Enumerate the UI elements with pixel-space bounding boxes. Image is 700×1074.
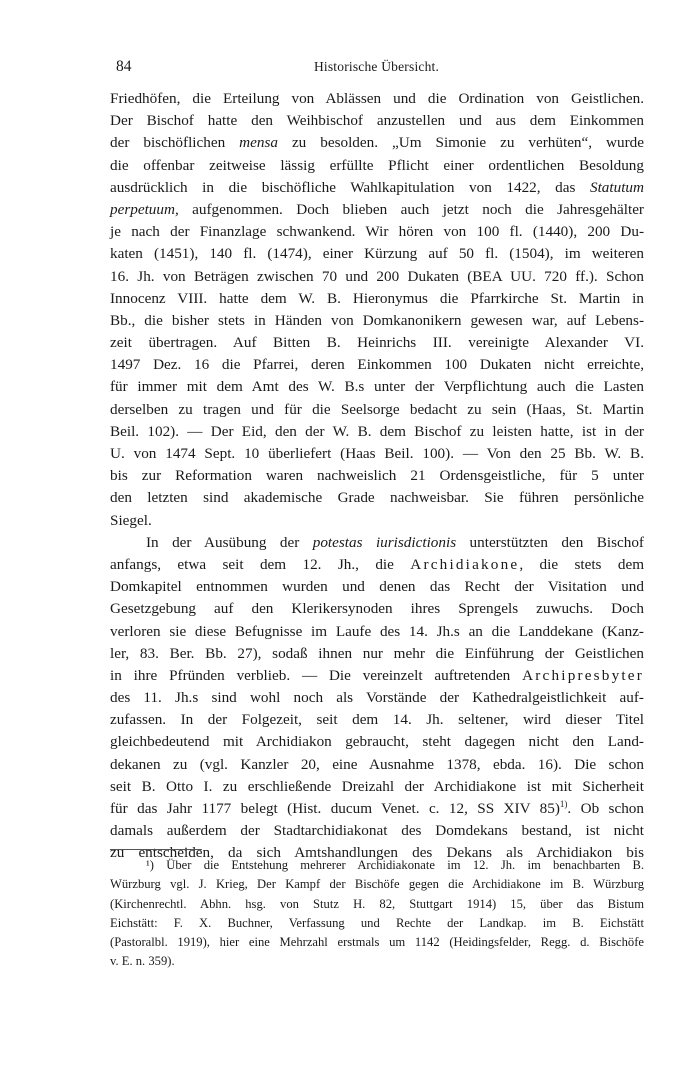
footnote-line: ¹) Über die Entstehung mehrerer Archidiakonate im 12. Jh. im benachbarten B.: [146, 858, 644, 872]
text-line: seit B. Otto I. zu erschließende Dreizahl der Archidiakone ist mit Sicherheit: [110, 777, 644, 795]
text-line: dekanen zu (vgl. Kanzler 20, eine Ausnahme 1378, ebda. 16). Die schon: [110, 755, 644, 773]
spaced-term: Archidiakone: [410, 555, 520, 573]
footnote-line: Würzburg vgl. J. Krieg, Der Kampf der Bischöfe gegen die Archidiakone im B. Würzburg: [110, 877, 644, 892]
text-line: perpetuum, aufgenommen. Doch blieben auch jetzt noch die Jahresgehälter: [110, 200, 644, 218]
text-line: den letzten sind akademische Grade nachweisbar. Sie führen persönliche: [110, 489, 644, 507]
text-line: Friedhöfen, die Erteilung von Ablässen und die Ordination von Geistlichen.: [110, 90, 644, 107]
text-line: 16. Jh. von Beträgen zwischen 70 und 200 Dukaten (BEA UU. 720 ff.). Schon: [110, 267, 644, 285]
page-header: [110, 58, 643, 82]
text-line: die offenbar zeitweise lässig erfüllte Pflicht einer ordentlichen Besoldung: [110, 156, 644, 174]
text-line: gleichbedeutend mit Archidiakon gebraucht, steht dagegen nicht den Land-: [110, 733, 644, 751]
text-line: ausdrücklich in die bischöfliche Wahlkapitulation von 1422, das Statutum: [110, 178, 644, 196]
italic-term: Statutum: [589, 178, 644, 196]
text-line: zufassen. In der Folgezeit, seit dem 14. Jh. seltener, wird dieser Titel: [110, 711, 644, 729]
text-line: ler, 83. Ber. Bb. 27), sodaß ihnen nur mehr die Einführung der Geistlichen: [110, 644, 644, 662]
text-line: für das Jahr 1177 belegt (Hist. ducum Venet. c. 12, SS XIV 85)$^{1)}$. Ob schon: [110, 798, 644, 817]
footnote: [110, 856, 644, 972]
text-line: Beil. 102). — Der Eid, den der W. B. dem Bischof zu leisten hatte, ist in der: [110, 422, 644, 440]
text-line: verloren sie diese Befugnisse im Laufe des 14. Jh.s an die Landdekane (Kanz-: [110, 622, 644, 640]
text-line: derselben zu tragen und für die Seelsorge bedacht zu sein (Haas, St. Martin: [110, 400, 644, 418]
text-line: je nach der Finanzlage schwankend. Wir hören von 100 fl. (1440), 200 Du-: [110, 223, 644, 241]
text-line: Innocenz VIII. hatte dem W. B. Hieronymus die Pfarrkirche St. Martin in: [110, 289, 644, 307]
text-line: anfangs, etwa seit dem 12. Jh., die Archidiakone, die stets dem: [110, 555, 645, 573]
italic-term: perpetuum,: [110, 200, 179, 218]
text-line: zeit übertragen. Auf Bitten B. Heinrichs III. vereinigte Alexander VI.: [110, 334, 644, 352]
italic-term: potestas iurisdictionis: [312, 533, 457, 551]
text-line: in ihre Pfründen verblieb. — Die vereinzelt auftretenden Archipresbyter: [110, 666, 644, 684]
text-line: Der Bischof hatte den Weihbischof anzustellen und aus dem Einkommen: [110, 112, 644, 130]
footnote-divider: [110, 849, 202, 850]
main-text: [110, 88, 644, 865]
text-line: der bischöflichen mensa zu besolden. „Um Simonie zu verhüten“, wurde: [110, 134, 644, 152]
running-title: Historische Übersicht.: [313, 59, 440, 74]
text-line: Siegel.: [110, 511, 152, 529]
text-line: 1497 Dez. 16 die Pfarrei, deren Einkommen 100 Dukaten nicht erreichte,: [110, 356, 644, 374]
text-line: bis zur Reformation waren nachweislich 21 Ordensgeistliche, für 5 unter: [110, 467, 644, 485]
text-line: U. von 1474 Sept. 10 überliefert (Haas Beil. 100). — Von den 25 Bb. W. B.: [110, 445, 644, 462]
footnote-line: Eichstätt: F. X. Buchner, Verfassung und Rechte der Landkap. im B. Eichstätt: [110, 915, 644, 930]
footnote-line: v. E. n. 359).: [110, 954, 175, 969]
text-line: damals außerdem der Stadtarchidiakonat des Domdekans bestand, ist nicht: [110, 822, 644, 840]
text-line: zu entscheiden, da sich Amtshandlungen des Dekans als Archidiakon bis: [110, 844, 644, 862]
text-line: Domkapitel entnommen wurden und denen das Recht der Visitation und: [110, 578, 644, 596]
paragraph-start: In der Ausübung der potestas iurisdictionis unterstützten den Bischof: [146, 533, 644, 551]
text-line: katen (1451), 140 fl. (1474), einer Kürzung auf 50 fl. (1504), im weiteren: [110, 245, 644, 263]
text-line: Bb., die bisher stets in Händen von Domkanonikern gewesen war, auf Lebens-: [110, 311, 644, 329]
text-line: für immer mit dem Amt des W. B.s unter der Verpflichtung auch die Lasten: [110, 378, 644, 396]
footnote-marker: 1): [559, 798, 568, 809]
page-number: 84: [116, 58, 132, 75]
footnote-line: (Kirchenrechtl. Abhn. hsg. von Stutz H. 82, Stuttgart 1914) 15, über das Bistum: [110, 896, 644, 911]
spaced-term: Archipresbyter: [522, 666, 644, 684]
text-line: Gesetzgebung auf den Klerikersynoden ihres Sprengels zuwuchs. Doch: [110, 600, 644, 618]
text-line: des 11. Jh.s sind wohl noch als Vorstände der Kathedralgeistlichkeit auf-: [110, 689, 644, 707]
italic-term: mensa: [239, 134, 278, 152]
footnote-line: (Pastoralbl. 1919), hier eine Mehrzahl erstmals um 1142 (Heidingsfelder, Regg. d. Bischöfe: [110, 935, 644, 950]
